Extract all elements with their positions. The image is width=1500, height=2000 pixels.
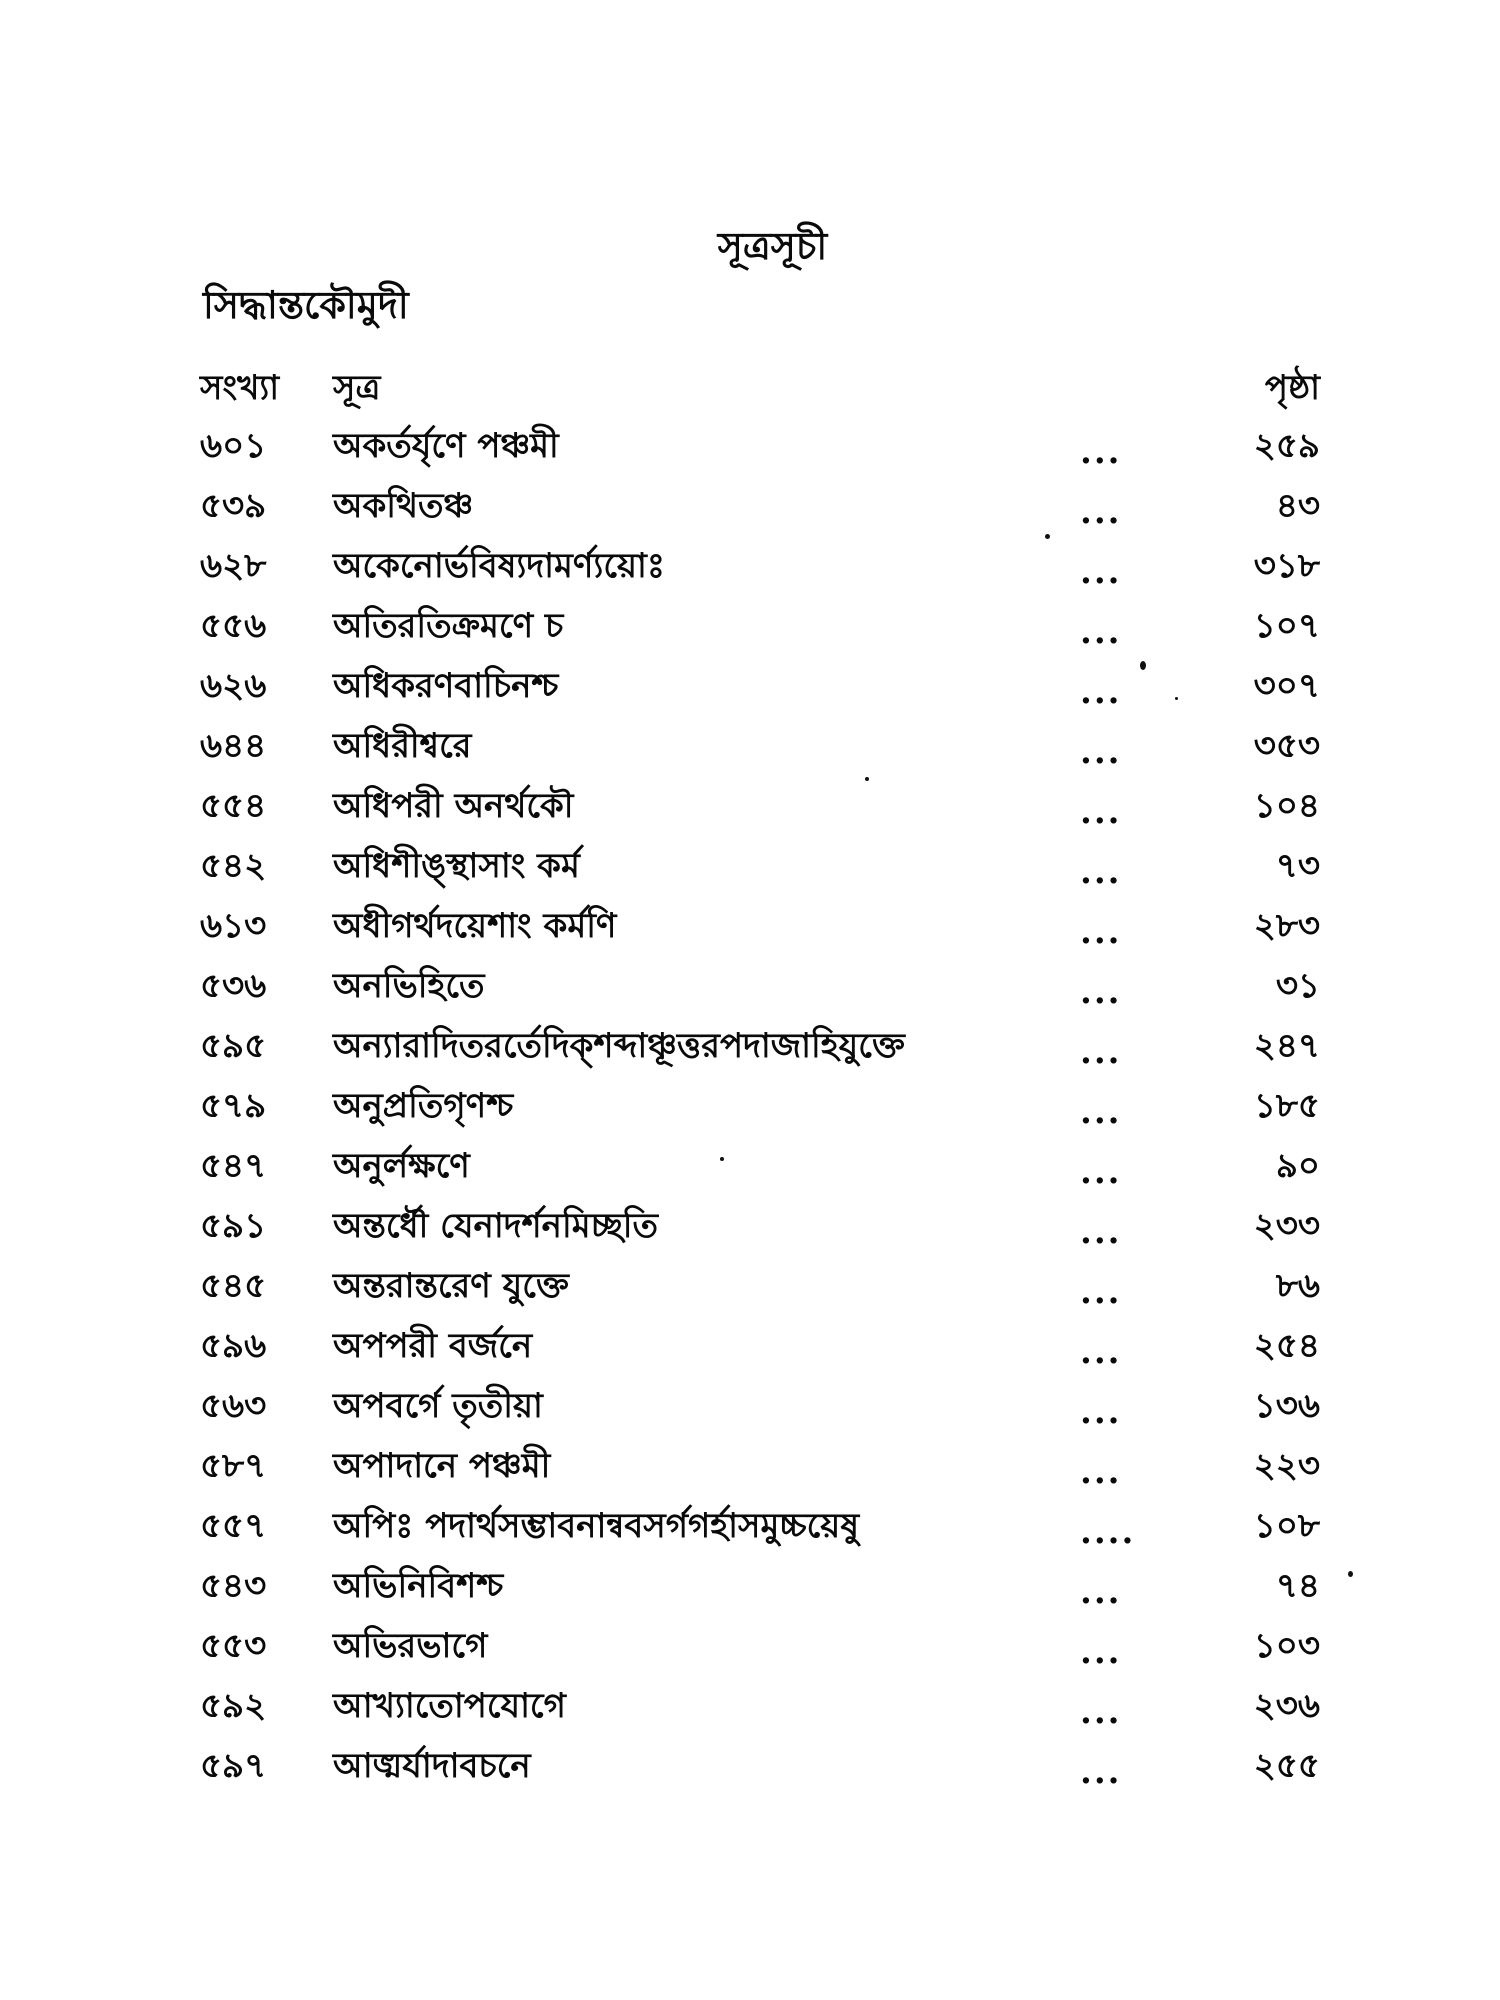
row-number: ৬০১ bbox=[200, 426, 267, 466]
row-leader-dots: ... bbox=[1080, 852, 1122, 892]
scan-speck bbox=[1045, 534, 1050, 539]
table-header-row bbox=[200, 358, 1320, 416]
row-sutra: অপপরী বর্জনে bbox=[333, 1326, 533, 1366]
row-number: ৫৫৬ bbox=[200, 606, 267, 646]
row-number: ৫৮৭ bbox=[200, 1446, 267, 1486]
row-leader-dots: .... bbox=[1080, 1512, 1136, 1552]
row-leader-dots: ... bbox=[1080, 1752, 1122, 1792]
row-page: ২২৩ bbox=[1253, 1446, 1320, 1486]
row-leader-dots: ... bbox=[1080, 1332, 1122, 1372]
row-page: ৩১৮ bbox=[1253, 546, 1320, 586]
table-row bbox=[200, 1076, 1320, 1136]
row-leader-dots: ... bbox=[1080, 612, 1122, 652]
table-row bbox=[200, 1256, 1320, 1316]
row-leader-dots: ... bbox=[1080, 792, 1122, 832]
row-leader-dots: ... bbox=[1080, 1692, 1122, 1732]
scan-speck bbox=[1348, 1571, 1353, 1577]
row-leader-dots: ... bbox=[1080, 1212, 1122, 1252]
row-leader-dots: ... bbox=[1080, 1632, 1122, 1672]
table-row bbox=[200, 1016, 1320, 1076]
row-sutra: অনুর্লক্ষণে bbox=[333, 1146, 470, 1186]
table-row bbox=[200, 1376, 1320, 1436]
row-sutra: অকর্তর্যৃণে পঞ্চমী bbox=[333, 426, 559, 466]
row-page: ২৫৪ bbox=[1253, 1326, 1320, 1366]
row-leader-dots: ... bbox=[1080, 492, 1122, 532]
row-sutra: অন্তর্ধৌ যেনাদর্শনমিচ্ছতি bbox=[333, 1206, 658, 1246]
row-number: ৬২৬ bbox=[200, 666, 267, 706]
row-page: ৩৫৩ bbox=[1253, 726, 1320, 766]
scan-speck bbox=[720, 1157, 724, 1161]
row-sutra: অধিশীঙ্স্থাসাং কর্ম bbox=[333, 846, 580, 886]
row-page: ৭৪ bbox=[1275, 1566, 1320, 1606]
scan-speck bbox=[865, 777, 869, 781]
row-number: ৫৫৭ bbox=[200, 1506, 267, 1546]
row-number: ৫৪২ bbox=[200, 846, 267, 886]
row-leader-dots: ... bbox=[1080, 1572, 1122, 1612]
table-row bbox=[200, 716, 1320, 776]
table-row bbox=[200, 1196, 1320, 1256]
row-sutra: অন্যারাদিতরর্তেদিক্শব্দাঞ্চূত্তরপদাজাহিযুক্তে bbox=[333, 1026, 905, 1066]
row-page: ৩০৭ bbox=[1253, 666, 1320, 706]
table-row bbox=[200, 1616, 1320, 1676]
row-leader-dots: ... bbox=[1080, 1392, 1122, 1432]
row-number: ৫৪৩ bbox=[200, 1566, 267, 1606]
row-number: ৫৪৭ bbox=[200, 1146, 267, 1186]
table-row bbox=[200, 776, 1320, 836]
table-row bbox=[200, 596, 1320, 656]
scan-speck bbox=[1140, 661, 1146, 670]
row-page: ১০৩ bbox=[1253, 1626, 1320, 1666]
row-sutra: অপিঃ পদার্থসম্ভাবনান্ববসর্গগর্হাসমুচ্চয়েষু bbox=[333, 1506, 860, 1546]
row-sutra: অন্তরান্তরেণ যুক্তে bbox=[333, 1266, 569, 1306]
row-sutra: অনুপ্রতিগৃণশ্চ bbox=[333, 1086, 514, 1126]
row-sutra: অকথিতঞ্চ bbox=[333, 486, 474, 526]
row-sutra: আখ্যাতোপযোগে bbox=[333, 1686, 566, 1726]
table-row bbox=[200, 956, 1320, 1016]
header-sutra: সূত্র bbox=[333, 368, 381, 408]
row-page: ২৮৩ bbox=[1253, 906, 1320, 946]
header-page: পৃষ্ঠা bbox=[1264, 368, 1320, 408]
table-row bbox=[200, 836, 1320, 896]
row-sutra: অপবর্গে তৃতীয়া bbox=[333, 1386, 543, 1426]
header-number: সংখ্যা bbox=[200, 368, 280, 408]
row-sutra: অনভিহিতে bbox=[333, 966, 485, 1006]
table-row bbox=[200, 1556, 1320, 1616]
row-page: ৮৬ bbox=[1275, 1266, 1320, 1306]
row-sutra: অধীগর্থদয়েশাং কর্মণি bbox=[333, 906, 617, 946]
row-sutra: অভিরভাগে bbox=[333, 1626, 488, 1666]
row-sutra: অধিকরণবাচিনশ্চ bbox=[333, 666, 559, 706]
table-row bbox=[200, 1436, 1320, 1496]
row-leader-dots: ... bbox=[1080, 1272, 1122, 1312]
table-row bbox=[200, 476, 1320, 536]
row-sutra: অকেনোর্ভবিষ্যদামর্ণ্যয়োঃ bbox=[333, 546, 665, 586]
table-row bbox=[200, 536, 1320, 596]
row-page: ৪৩ bbox=[1275, 486, 1320, 526]
row-leader-dots: ... bbox=[1080, 1152, 1122, 1192]
row-sutra: অতিরতিক্রমণে চ bbox=[333, 606, 564, 646]
row-leader-dots: ... bbox=[1080, 672, 1122, 712]
row-number: ৫৫৪ bbox=[200, 786, 267, 826]
table-row bbox=[200, 416, 1320, 476]
row-leader-dots: ... bbox=[1080, 912, 1122, 952]
row-number: ৫৯৭ bbox=[200, 1746, 267, 1786]
row-page: ১০৭ bbox=[1253, 606, 1320, 646]
table-row bbox=[200, 1736, 1320, 1796]
row-number: ৫৯৬ bbox=[200, 1326, 267, 1366]
row-leader-dots: ... bbox=[1080, 732, 1122, 772]
row-page: ১৮৫ bbox=[1253, 1086, 1320, 1126]
row-sutra: আঙ্মর্যাদাবচনে bbox=[333, 1746, 531, 1786]
row-number: ৫৩৯ bbox=[200, 486, 267, 526]
row-page: ২৫৫ bbox=[1253, 1746, 1320, 1786]
row-sutra: অধিপরী অনর্থকৌ bbox=[333, 786, 574, 826]
row-page: ২৫৯ bbox=[1253, 426, 1320, 466]
row-number: ৫৭৯ bbox=[200, 1086, 267, 1126]
scan-speck bbox=[1175, 697, 1178, 700]
table-row bbox=[200, 1496, 1320, 1556]
row-page: ২৪৭ bbox=[1253, 1026, 1320, 1066]
row-number: ৫৩৬ bbox=[200, 966, 267, 1006]
table-body bbox=[200, 416, 1320, 1796]
row-leader-dots: ... bbox=[1080, 432, 1122, 472]
row-leader-dots: ... bbox=[1080, 552, 1122, 592]
row-number: ৫৪৫ bbox=[200, 1266, 267, 1306]
row-sutra: অভিনিবিশশ্চ bbox=[333, 1566, 504, 1606]
row-number: ৫৯২ bbox=[200, 1686, 267, 1726]
row-page: ১০৮ bbox=[1253, 1506, 1320, 1546]
row-page: ৩১ bbox=[1275, 966, 1320, 1006]
row-number: ৫৯১ bbox=[200, 1206, 267, 1246]
row-leader-dots: ... bbox=[1080, 1092, 1122, 1132]
row-leader-dots: ... bbox=[1080, 972, 1122, 1012]
row-number: ৫৯৫ bbox=[200, 1026, 267, 1066]
row-sutra: অধিরীশ্বরে bbox=[333, 726, 472, 766]
row-page: ১০৪ bbox=[1253, 786, 1320, 826]
row-leader-dots: ... bbox=[1080, 1032, 1122, 1072]
row-page: ২৩৩ bbox=[1253, 1206, 1320, 1246]
row-sutra: অপাদানে পঞ্চমী bbox=[333, 1446, 551, 1486]
page-title: সূত্রসূচী bbox=[717, 223, 828, 268]
row-page: ২৩৬ bbox=[1253, 1686, 1320, 1726]
row-number: ৫৬৩ bbox=[200, 1386, 267, 1426]
row-page: ৯০ bbox=[1275, 1146, 1320, 1186]
row-page: ৭৩ bbox=[1275, 846, 1320, 886]
row-page: ১৩৬ bbox=[1253, 1386, 1320, 1426]
row-number: ৬৪৪ bbox=[200, 726, 267, 766]
section-subtitle: সিদ্ধান্তকৌমুদী bbox=[203, 282, 409, 327]
table-row bbox=[200, 1676, 1320, 1736]
sutra-index-table bbox=[200, 358, 1320, 1796]
table-row bbox=[200, 1316, 1320, 1376]
table-row bbox=[200, 1136, 1320, 1196]
row-number: ৫৫৩ bbox=[200, 1626, 267, 1666]
table-row bbox=[200, 896, 1320, 956]
row-number: ৬১৩ bbox=[200, 906, 267, 946]
row-leader-dots: ... bbox=[1080, 1452, 1122, 1492]
table-row bbox=[200, 656, 1320, 716]
row-number: ৬২৮ bbox=[200, 546, 267, 586]
